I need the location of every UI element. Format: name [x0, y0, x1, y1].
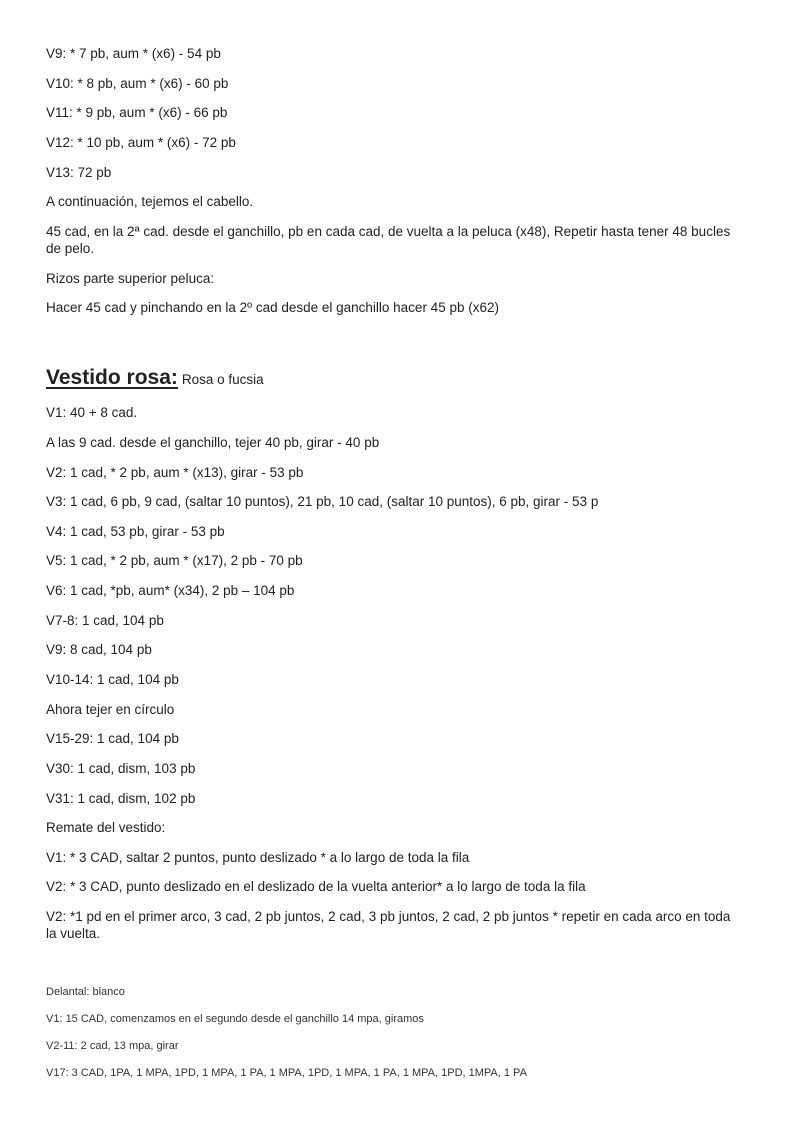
text-line-dress-v2: V2: 1 cad, * 2 pb, aum * (x13), girar - 53 pb: [46, 465, 304, 480]
text-line-hair-intro: A continuación, tejemos el cabello.: [46, 194, 254, 209]
text-line-dress-v3: V3: 1 cad, 6 pb, 9 cad, (saltar 10 puntos), 21 pb, 10 cad, (saltar 10 puntos), 6 pb, girar - 53 p: [46, 494, 599, 509]
text-line-dress-v30: V30: 1 cad, dism, 103 pb: [46, 761, 196, 776]
text-line-dress-v5: V5: 1 cad, * 2 pb, aum * (x17), 2 pb - 70 pb: [46, 553, 303, 568]
text-line-finish-v2a: V2: * 3 CAD, punto deslizado en el deslizado de la vuelta anterior* a lo largo de toda la fila: [46, 879, 586, 894]
text-line-v10: V10: * 8 pb, aum * (x6) - 60 pb: [46, 76, 229, 91]
text-line-dress-circle: Ahora tejer en círculo: [46, 702, 175, 717]
text-line-dress-finish-heading: Remate del vestido:: [46, 820, 166, 835]
text-line-hair-instructions: 45 cad, en la 2ª cad. desde el ganchillo, pb en cada cad, de vuelta a la peluca (x48), Repetir hasta tener 48 bucles de pelo.: [46, 224, 731, 256]
section-heading-vestido-rosa: [46, 366, 264, 390]
text-line-dress-v15-29: V15-29: 1 cad, 104 pb: [46, 731, 179, 746]
text-line-dress-v4: V4: 1 cad, 53 pb, girar - 53 pb: [46, 524, 225, 539]
text-line-v12: V12: * 10 pb, aum * (x6) - 72 pb: [46, 135, 236, 150]
text-line-curls-heading: Rizos parte superior peluca:: [46, 271, 215, 286]
text-line-curls-instructions: Hacer 45 cad y pinchando en la 2º cad desde el ganchillo hacer 45 pb (x62): [46, 300, 499, 315]
text-line-v13: V13: 72 pb: [46, 165, 112, 180]
text-line-dress-v31: V31: 1 cad, dism, 102 pb: [46, 791, 196, 806]
text-line-apron-v1: V1: 15 CAD, comenzamos en el segundo desde el ganchillo 14 mpa, giramos: [46, 1013, 424, 1025]
text-line-v9: V9: * 7 pb, aum * (x6) - 54 pb: [46, 46, 221, 61]
text-line-apron-v17: V17: 3 CAD, 1PA, 1 MPA, 1PD, 1 MPA, 1 PA, 1 MPA, 1PD, 1 MPA, 1 PA, 1 MPA, 1PD, 1MPA, 1 PA: [46, 1067, 527, 1079]
section-subtitle: Rosa o fucsia: [181, 372, 264, 387]
text-line-dress-v1: V1: 40 + 8 cad.: [46, 405, 138, 420]
text-line-dress-v6: V6: 1 cad, *pb, aum* (x34), 2 pb – 104 pb: [46, 583, 295, 598]
text-line-apron-v2-11: V2-11: 2 cad, 13 mpa, girar: [46, 1040, 179, 1052]
section-title: Vestido rosa:: [46, 366, 178, 389]
text-line-dress-v10-14: V10-14: 1 cad, 104 pb: [46, 672, 179, 687]
text-line-apron-heading: Delantal: blanco: [46, 986, 125, 998]
text-line-dress-v7-8: V7-8: 1 cad, 104 pb: [46, 613, 164, 628]
text-line-dress-v9: V9: 8 cad, 104 pb: [46, 642, 152, 657]
text-line-finish-v1: V1: * 3 CAD, saltar 2 puntos, punto deslizado * a lo largo de toda la fila: [46, 850, 470, 865]
text-line-finish-v2b: V2: *1 pd en el primer arco, 3 cad, 2 pb juntos, 2 cad, 3 pb juntos, 2 cad, 2 pb juntos * repetir en cada arco en toda la vuelta.: [46, 909, 731, 941]
text-line-v11: V11: * 9 pb, aum * (x6) - 66 pb: [46, 105, 228, 120]
text-line-dress-a-las-9: A las 9 cad. desde el ganchillo, tejer 40 pb, girar - 40 pb: [46, 435, 380, 450]
